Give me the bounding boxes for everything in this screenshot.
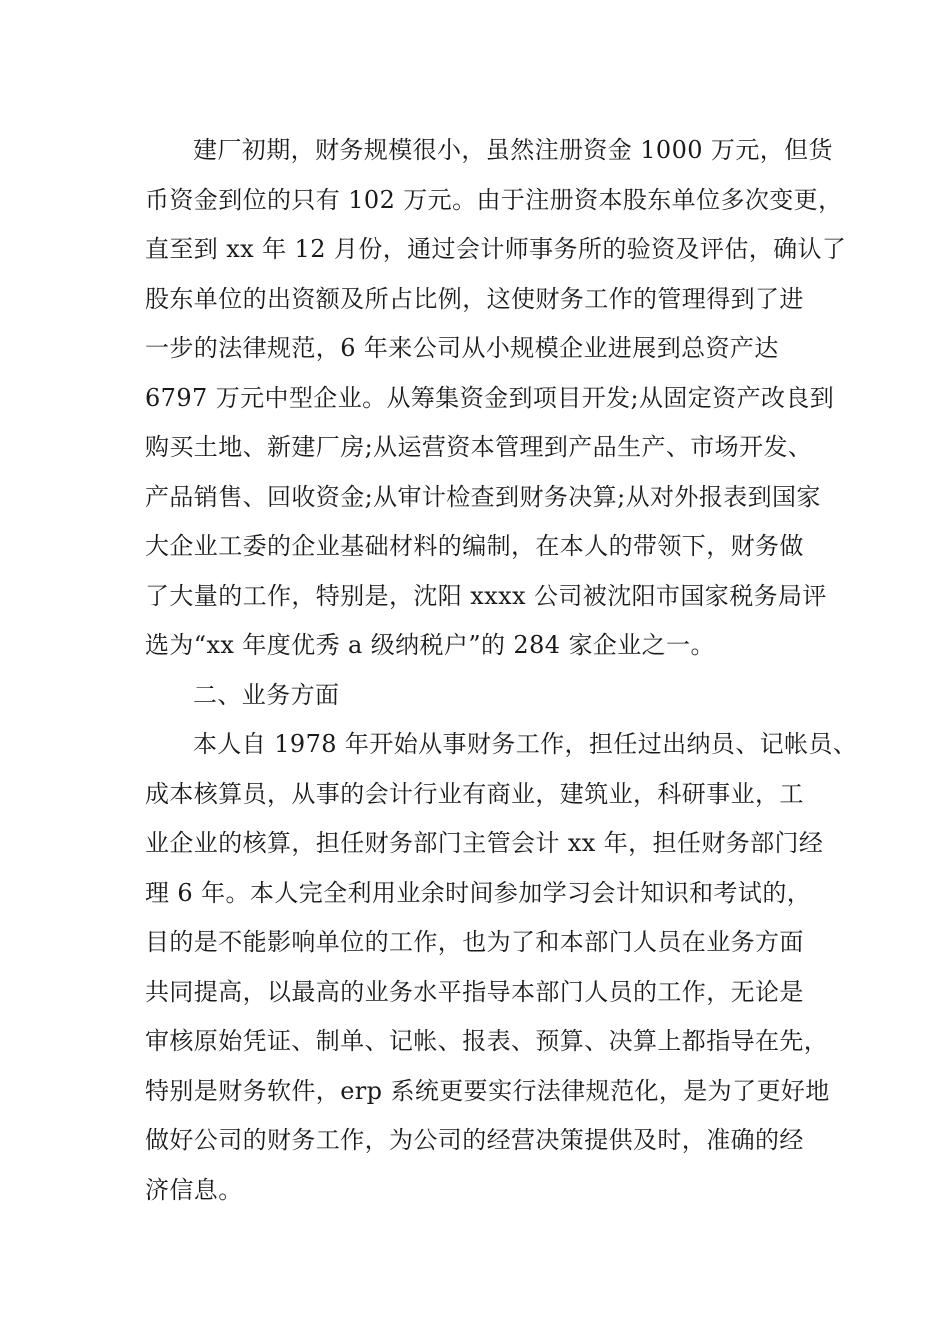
text-line: 选为“xx 年度优秀 a 级纳税户”的 284 家企业之一。 bbox=[145, 631, 715, 659]
text-line: 直至到 xx 年 12 月份，通过会计师事务所的验资及评估，确认了 bbox=[145, 235, 847, 263]
text-line: 特别是财务软件，erp 系统更要实行法律规范化，是为了更好地 bbox=[145, 1076, 830, 1105]
heading-text: 二、业务方面 bbox=[193, 680, 340, 709]
text-line: 一步的法律规范，6 年来公司从小规模企业进展到总资产达 bbox=[145, 334, 779, 362]
text-line: 成本核算员，从事的会计行业有商业，建筑业，科研事业，工 bbox=[145, 779, 804, 808]
text-line: 业企业的核算，担任财务部门主管会计 xx 年，担任财务部门经 bbox=[145, 829, 824, 857]
text-line: 目的是不能影响单位的工作，也为了和本部门人员在业务方面 bbox=[145, 928, 804, 956]
text-line: 审核原始凭证、制单、记帐、报表、预算、决算上都指导在先， bbox=[145, 1027, 829, 1055]
paragraph-business bbox=[145, 720, 858, 1215]
text-line: 理 6 年。本人完全利用业余时间参加学习会计知识和考试的， bbox=[145, 878, 812, 907]
text-line: 6797 万元中型企业。从筹集资金到项目开发;从固定资产改良到 bbox=[145, 383, 835, 412]
text-line: 产品销售、回收资金;从审计检查到财务决算;从对外报表到国家 bbox=[145, 482, 821, 511]
text-line: 大企业工委的企业基础材料的编制，在本人的带领下，财务做 bbox=[145, 532, 804, 560]
text-line: 购买土地、新建厂房;从运营资本管理到产品生产、市场开发、 bbox=[145, 433, 813, 461]
text-line: 了大量的工作，特别是，沈阳 xxxx 公司被沈阳市国家税务局评 bbox=[145, 581, 827, 610]
text-line: 共同提高，以最高的业务水平指导本部门人员的工作，无论是 bbox=[145, 977, 804, 1006]
text-line: 币资金到位的只有 102 万元。由于注册资本股东单位多次变更， bbox=[145, 185, 843, 214]
document-body bbox=[145, 126, 858, 1215]
paragraph-finance-scale bbox=[145, 126, 847, 671]
text-line: 济信息。 bbox=[145, 1175, 243, 1204]
section-heading-business bbox=[145, 671, 835, 721]
text-line: 做好公司的财务工作，为公司的经营决策提供及时，准确的经 bbox=[145, 1126, 804, 1154]
text-line: 建厂初期，财务规模很小，虽然注册资金 1000 万元，但货 bbox=[193, 136, 833, 164]
text-line: 本人自 1978 年开始从事财务工作，担任过出纳员、记帐员、 bbox=[193, 730, 858, 758]
text-line: 股东单位的出资额及所占比例，这使财务工作的管理得到了进 bbox=[145, 284, 804, 313]
